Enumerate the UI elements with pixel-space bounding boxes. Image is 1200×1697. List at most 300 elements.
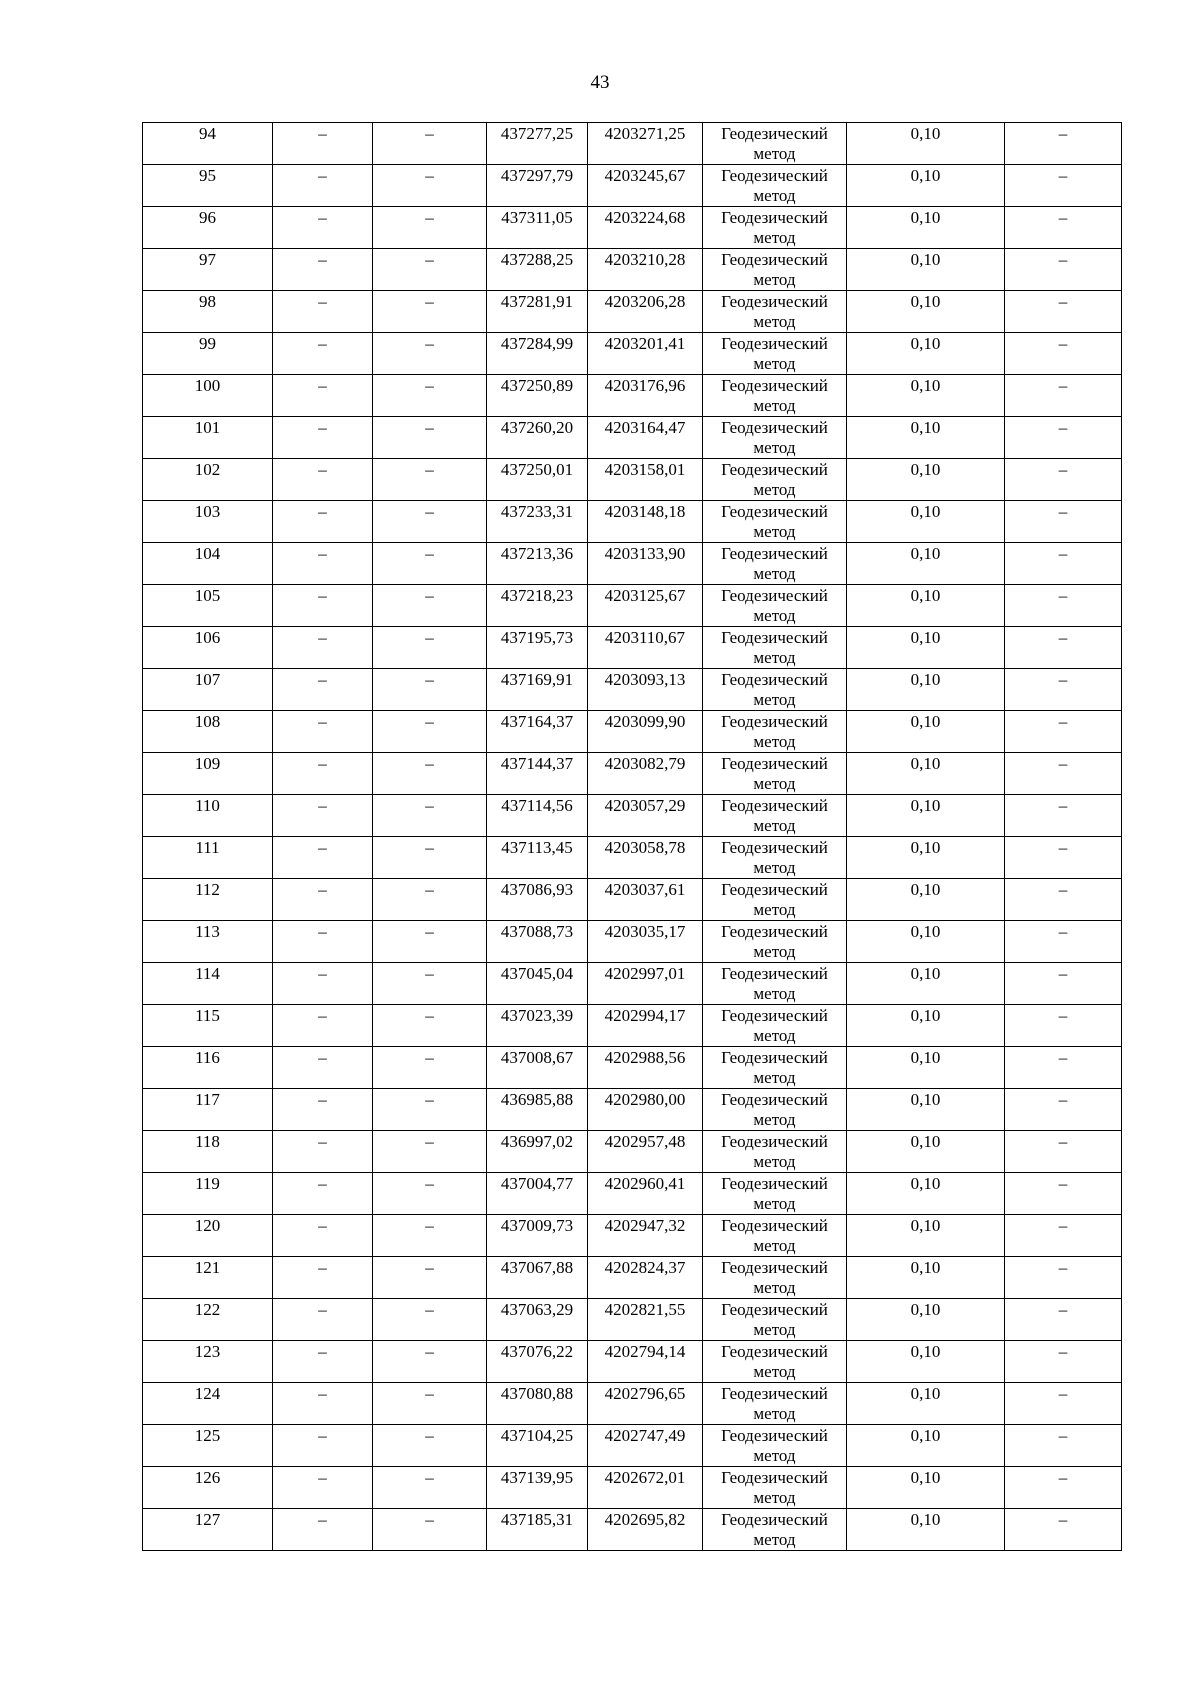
empty-value-cell: –: [273, 669, 373, 711]
empty-value-cell: –: [1005, 1425, 1122, 1467]
method-line-2: метод: [753, 1235, 796, 1255]
empty-value-cell: –: [1005, 1509, 1122, 1551]
empty-value-cell: –: [373, 501, 487, 543]
method-cell: [703, 879, 847, 921]
y-coordinate-cell: 4203093,13: [588, 669, 703, 711]
method-line-1: Геодезический: [721, 1300, 828, 1319]
point-number-cell: 99: [143, 333, 273, 375]
y-coordinate-cell: 4202988,56: [588, 1047, 703, 1089]
empty-value-cell: –: [273, 1425, 373, 1467]
x-coordinate-cell: 437008,67: [487, 1047, 588, 1089]
empty-value-cell: –: [1005, 1047, 1122, 1089]
empty-value-cell: –: [373, 795, 487, 837]
empty-value-cell: –: [373, 1047, 487, 1089]
method-line-1: Геодезический: [721, 502, 828, 521]
method-line-2: метод: [753, 689, 796, 709]
empty-value-cell: –: [273, 375, 373, 417]
method-cell: [703, 1509, 847, 1551]
y-coordinate-cell: 4203210,28: [588, 249, 703, 291]
method-cell: [703, 963, 847, 1005]
point-number-cell: 125: [143, 1425, 273, 1467]
method-line-2: метод: [753, 353, 796, 373]
y-coordinate-cell: 4202747,49: [588, 1425, 703, 1467]
table-row: [143, 375, 1122, 417]
method-line-2: метод: [753, 983, 796, 1003]
empty-value-cell: –: [373, 921, 487, 963]
x-coordinate-cell: 437250,89: [487, 375, 588, 417]
method-line-2: метод: [753, 1445, 796, 1465]
method-cell: [703, 1257, 847, 1299]
method-cell: [703, 1341, 847, 1383]
method-cell: [703, 711, 847, 753]
precision-cell: 0,10: [847, 711, 1005, 753]
point-number-cell: 126: [143, 1467, 273, 1509]
y-coordinate-cell: 4203206,28: [588, 291, 703, 333]
point-number-cell: 104: [143, 543, 273, 585]
empty-value-cell: –: [1005, 1467, 1122, 1509]
empty-value-cell: –: [273, 879, 373, 921]
empty-value-cell: –: [273, 1173, 373, 1215]
method-line-1: Геодезический: [721, 460, 828, 479]
empty-value-cell: –: [1005, 1383, 1122, 1425]
empty-value-cell: –: [373, 627, 487, 669]
method-line-2: метод: [753, 1277, 796, 1297]
empty-value-cell: –: [373, 585, 487, 627]
x-coordinate-cell: 437080,88: [487, 1383, 588, 1425]
empty-value-cell: –: [373, 1509, 487, 1551]
empty-value-cell: –: [273, 795, 373, 837]
method-line-1: Геодезический: [721, 1426, 828, 1445]
empty-value-cell: –: [273, 1047, 373, 1089]
x-coordinate-cell: 437088,73: [487, 921, 588, 963]
empty-value-cell: –: [373, 1383, 487, 1425]
method-cell: [703, 921, 847, 963]
empty-value-cell: –: [1005, 963, 1122, 1005]
point-number-cell: 119: [143, 1173, 273, 1215]
empty-value-cell: –: [1005, 123, 1122, 165]
x-coordinate-cell: 437076,22: [487, 1341, 588, 1383]
method-line-1: Геодезический: [721, 754, 828, 773]
point-number-cell: 108: [143, 711, 273, 753]
precision-cell: 0,10: [847, 1173, 1005, 1215]
empty-value-cell: –: [273, 1383, 373, 1425]
empty-value-cell: –: [373, 837, 487, 879]
table-row: [143, 1047, 1122, 1089]
table-row: [143, 879, 1122, 921]
empty-value-cell: –: [1005, 1173, 1122, 1215]
method-line-1: Геодезический: [721, 796, 828, 815]
method-line-1: Геодезический: [721, 1006, 828, 1025]
x-coordinate-cell: 437288,25: [487, 249, 588, 291]
x-coordinate-cell: 437260,20: [487, 417, 588, 459]
empty-value-cell: –: [273, 165, 373, 207]
empty-value-cell: –: [1005, 207, 1122, 249]
point-number-cell: 97: [143, 249, 273, 291]
point-number-cell: 123: [143, 1341, 273, 1383]
method-line-2: метод: [753, 815, 796, 835]
method-line-2: метод: [753, 1487, 796, 1507]
method-cell: [703, 1089, 847, 1131]
table-row: [143, 1257, 1122, 1299]
method-cell: [703, 165, 847, 207]
empty-value-cell: –: [1005, 291, 1122, 333]
point-number-cell: 107: [143, 669, 273, 711]
empty-value-cell: –: [273, 501, 373, 543]
precision-cell: 0,10: [847, 249, 1005, 291]
point-number-cell: 100: [143, 375, 273, 417]
precision-cell: 0,10: [847, 753, 1005, 795]
x-coordinate-cell: 437233,31: [487, 501, 588, 543]
empty-value-cell: –: [273, 1299, 373, 1341]
point-number-cell: 106: [143, 627, 273, 669]
empty-value-cell: –: [1005, 921, 1122, 963]
table-row: [143, 207, 1122, 249]
method-line-2: метод: [753, 1109, 796, 1129]
x-coordinate-cell: 437023,39: [487, 1005, 588, 1047]
method-line-2: метод: [753, 395, 796, 415]
method-line-1: Геодезический: [721, 838, 828, 857]
empty-value-cell: –: [373, 333, 487, 375]
method-cell: [703, 585, 847, 627]
method-line-2: метод: [753, 605, 796, 625]
precision-cell: 0,10: [847, 879, 1005, 921]
empty-value-cell: –: [373, 1131, 487, 1173]
empty-value-cell: –: [1005, 1005, 1122, 1047]
empty-value-cell: –: [1005, 1341, 1122, 1383]
point-number-cell: 114: [143, 963, 273, 1005]
empty-value-cell: –: [373, 669, 487, 711]
empty-value-cell: –: [1005, 501, 1122, 543]
y-coordinate-cell: 4203164,47: [588, 417, 703, 459]
empty-value-cell: –: [1005, 1215, 1122, 1257]
method-cell: [703, 417, 847, 459]
x-coordinate-cell: 437009,73: [487, 1215, 588, 1257]
y-coordinate-cell: 4203082,79: [588, 753, 703, 795]
method-line-1: Геодезический: [721, 124, 828, 143]
empty-value-cell: –: [273, 1257, 373, 1299]
method-cell: [703, 1215, 847, 1257]
precision-cell: 0,10: [847, 1383, 1005, 1425]
empty-value-cell: –: [1005, 1131, 1122, 1173]
precision-cell: 0,10: [847, 585, 1005, 627]
method-line-2: метод: [753, 311, 796, 331]
y-coordinate-cell: 4203224,68: [588, 207, 703, 249]
point-number-cell: 112: [143, 879, 273, 921]
precision-cell: 0,10: [847, 501, 1005, 543]
table-row: [143, 837, 1122, 879]
y-coordinate-cell: 4202821,55: [588, 1299, 703, 1341]
precision-cell: 0,10: [847, 459, 1005, 501]
y-coordinate-cell: 4203058,78: [588, 837, 703, 879]
x-coordinate-cell: 437169,91: [487, 669, 588, 711]
table-row: [143, 1299, 1122, 1341]
empty-value-cell: –: [1005, 165, 1122, 207]
page-number: 43: [590, 72, 610, 93]
method-cell: [703, 249, 847, 291]
method-cell: [703, 1383, 847, 1425]
precision-cell: 0,10: [847, 1257, 1005, 1299]
method-line-2: метод: [753, 437, 796, 457]
method-cell: [703, 669, 847, 711]
precision-cell: 0,10: [847, 669, 1005, 711]
method-line-2: метод: [753, 521, 796, 541]
precision-cell: 0,10: [847, 543, 1005, 585]
y-coordinate-cell: 4203037,61: [588, 879, 703, 921]
table-row: [143, 669, 1122, 711]
x-coordinate-cell: 437113,45: [487, 837, 588, 879]
point-number-cell: 120: [143, 1215, 273, 1257]
method-line-2: метод: [753, 479, 796, 499]
method-line-2: метод: [753, 269, 796, 289]
empty-value-cell: –: [1005, 795, 1122, 837]
method-line-2: метод: [753, 1403, 796, 1423]
method-line-1: Геодезический: [721, 1090, 828, 1109]
method-cell: [703, 1047, 847, 1089]
method-line-1: Геодезический: [721, 1258, 828, 1277]
method-cell: [703, 795, 847, 837]
empty-value-cell: –: [373, 879, 487, 921]
empty-value-cell: –: [273, 921, 373, 963]
precision-cell: 0,10: [847, 207, 1005, 249]
empty-value-cell: –: [373, 1425, 487, 1467]
point-number-cell: 94: [143, 123, 273, 165]
empty-value-cell: –: [1005, 459, 1122, 501]
table-row: [143, 753, 1122, 795]
precision-cell: 0,10: [847, 375, 1005, 417]
empty-value-cell: –: [373, 123, 487, 165]
precision-cell: 0,10: [847, 921, 1005, 963]
method-line-2: метод: [753, 1193, 796, 1213]
x-coordinate-cell: 437284,99: [487, 333, 588, 375]
point-number-cell: 115: [143, 1005, 273, 1047]
x-coordinate-cell: 437164,37: [487, 711, 588, 753]
table-row: [143, 1341, 1122, 1383]
y-coordinate-cell: 4202997,01: [588, 963, 703, 1005]
method-line-2: метод: [753, 941, 796, 961]
empty-value-cell: –: [373, 459, 487, 501]
point-number-cell: 118: [143, 1131, 273, 1173]
empty-value-cell: –: [1005, 753, 1122, 795]
y-coordinate-cell: 4202695,82: [588, 1509, 703, 1551]
method-line-2: метод: [753, 1361, 796, 1381]
table-row: [143, 165, 1122, 207]
method-cell: [703, 543, 847, 585]
table-row: [143, 1467, 1122, 1509]
empty-value-cell: –: [373, 963, 487, 1005]
method-line-1: Геодезический: [721, 1384, 828, 1403]
table-row: [143, 1173, 1122, 1215]
empty-value-cell: –: [273, 627, 373, 669]
table-row: [143, 1383, 1122, 1425]
empty-value-cell: –: [1005, 375, 1122, 417]
x-coordinate-cell: 437277,25: [487, 123, 588, 165]
table-row: [143, 249, 1122, 291]
point-number-cell: 110: [143, 795, 273, 837]
empty-value-cell: –: [373, 207, 487, 249]
x-coordinate-cell: 437139,95: [487, 1467, 588, 1509]
y-coordinate-cell: 4202957,48: [588, 1131, 703, 1173]
table-row: [143, 1131, 1122, 1173]
coordinates-table: [142, 122, 1122, 1551]
y-coordinate-cell: 4202994,17: [588, 1005, 703, 1047]
x-coordinate-cell: 437086,93: [487, 879, 588, 921]
method-line-2: метод: [753, 731, 796, 751]
table-row: [143, 543, 1122, 585]
method-line-2: метод: [753, 185, 796, 205]
method-line-2: метод: [753, 1529, 796, 1549]
method-cell: [703, 837, 847, 879]
table-row: [143, 963, 1122, 1005]
y-coordinate-cell: 4203158,01: [588, 459, 703, 501]
method-line-1: Геодезический: [721, 418, 828, 437]
method-line-2: метод: [753, 857, 796, 877]
empty-value-cell: –: [1005, 837, 1122, 879]
x-coordinate-cell: 437067,88: [487, 1257, 588, 1299]
point-number-cell: 101: [143, 417, 273, 459]
empty-value-cell: –: [273, 543, 373, 585]
x-coordinate-cell: 437281,91: [487, 291, 588, 333]
method-cell: [703, 459, 847, 501]
table-row: [143, 1005, 1122, 1047]
x-coordinate-cell: 437250,01: [487, 459, 588, 501]
precision-cell: 0,10: [847, 963, 1005, 1005]
method-line-1: Геодезический: [721, 1132, 828, 1151]
empty-value-cell: –: [273, 1131, 373, 1173]
empty-value-cell: –: [373, 543, 487, 585]
method-line-1: Геодезический: [721, 166, 828, 185]
table-row: [143, 459, 1122, 501]
empty-value-cell: –: [273, 1089, 373, 1131]
table-row: [143, 585, 1122, 627]
empty-value-cell: –: [1005, 669, 1122, 711]
empty-value-cell: –: [373, 753, 487, 795]
precision-cell: 0,10: [847, 1047, 1005, 1089]
method-line-1: Геодезический: [721, 712, 828, 731]
point-number-cell: 96: [143, 207, 273, 249]
empty-value-cell: –: [373, 1215, 487, 1257]
empty-value-cell: –: [373, 1089, 487, 1131]
precision-cell: 0,10: [847, 1131, 1005, 1173]
empty-value-cell: –: [273, 1509, 373, 1551]
precision-cell: 0,10: [847, 1089, 1005, 1131]
empty-value-cell: –: [273, 753, 373, 795]
method-line-2: метод: [753, 143, 796, 163]
empty-value-cell: –: [273, 333, 373, 375]
empty-value-cell: –: [273, 585, 373, 627]
point-number-cell: 111: [143, 837, 273, 879]
method-line-1: Геодезический: [721, 586, 828, 605]
point-number-cell: 102: [143, 459, 273, 501]
table-row: [143, 333, 1122, 375]
empty-value-cell: –: [1005, 333, 1122, 375]
table-row: [143, 291, 1122, 333]
empty-value-cell: –: [373, 375, 487, 417]
method-line-1: Геодезический: [721, 628, 828, 647]
table-body: [143, 123, 1122, 1551]
y-coordinate-cell: 4203099,90: [588, 711, 703, 753]
empty-value-cell: –: [373, 1005, 487, 1047]
precision-cell: 0,10: [847, 837, 1005, 879]
empty-value-cell: –: [273, 291, 373, 333]
method-line-1: Геодезический: [721, 334, 828, 353]
y-coordinate-cell: 4202794,14: [588, 1341, 703, 1383]
y-coordinate-cell: 4202980,00: [588, 1089, 703, 1131]
method-line-1: Геодезический: [721, 1174, 828, 1193]
method-line-1: Геодезический: [721, 964, 828, 983]
empty-value-cell: –: [373, 1173, 487, 1215]
empty-value-cell: –: [373, 1341, 487, 1383]
x-coordinate-cell: 437185,31: [487, 1509, 588, 1551]
table-row: [143, 1215, 1122, 1257]
precision-cell: 0,10: [847, 1425, 1005, 1467]
y-coordinate-cell: 4203176,96: [588, 375, 703, 417]
empty-value-cell: –: [373, 711, 487, 753]
method-cell: [703, 1131, 847, 1173]
x-coordinate-cell: 437063,29: [487, 1299, 588, 1341]
precision-cell: 0,10: [847, 1215, 1005, 1257]
method-line-2: метод: [753, 899, 796, 919]
x-coordinate-cell: 437218,23: [487, 585, 588, 627]
precision-cell: 0,10: [847, 795, 1005, 837]
method-line-1: Геодезический: [721, 1048, 828, 1067]
point-number-cell: 95: [143, 165, 273, 207]
point-number-cell: 113: [143, 921, 273, 963]
empty-value-cell: –: [373, 417, 487, 459]
x-coordinate-cell: 437045,04: [487, 963, 588, 1005]
table-row: [143, 1425, 1122, 1467]
point-number-cell: 105: [143, 585, 273, 627]
method-line-2: метод: [753, 1025, 796, 1045]
empty-value-cell: –: [1005, 585, 1122, 627]
method-line-2: метод: [753, 1319, 796, 1339]
method-line-1: Геодезический: [721, 292, 828, 311]
method-line-2: метод: [753, 1151, 796, 1171]
method-cell: [703, 123, 847, 165]
x-coordinate-cell: 437311,05: [487, 207, 588, 249]
empty-value-cell: –: [373, 249, 487, 291]
y-coordinate-cell: 4203148,18: [588, 501, 703, 543]
empty-value-cell: –: [1005, 627, 1122, 669]
table-row: [143, 795, 1122, 837]
empty-value-cell: –: [273, 711, 373, 753]
point-number-cell: 116: [143, 1047, 273, 1089]
method-line-1: Геодезический: [721, 1468, 828, 1487]
table-row: [143, 711, 1122, 753]
method-line-1: Геодезический: [721, 544, 828, 563]
method-line-1: Геодезический: [721, 208, 828, 227]
method-line-1: Геодезический: [721, 1510, 828, 1529]
x-coordinate-cell: 436985,88: [487, 1089, 588, 1131]
point-number-cell: 127: [143, 1509, 273, 1551]
x-coordinate-cell: 437144,37: [487, 753, 588, 795]
x-coordinate-cell: 437104,25: [487, 1425, 588, 1467]
point-number-cell: 124: [143, 1383, 273, 1425]
precision-cell: 0,10: [847, 123, 1005, 165]
empty-value-cell: –: [273, 207, 373, 249]
y-coordinate-cell: 4203201,41: [588, 333, 703, 375]
method-cell: [703, 753, 847, 795]
x-coordinate-cell: 437297,79: [487, 165, 588, 207]
empty-value-cell: –: [273, 459, 373, 501]
method-line-1: Геодезический: [721, 1216, 828, 1235]
table-row: [143, 1089, 1122, 1131]
precision-cell: 0,10: [847, 1509, 1005, 1551]
table-row: [143, 501, 1122, 543]
method-cell: [703, 1425, 847, 1467]
method-cell: [703, 207, 847, 249]
table-row: [143, 417, 1122, 459]
table-row: [143, 627, 1122, 669]
